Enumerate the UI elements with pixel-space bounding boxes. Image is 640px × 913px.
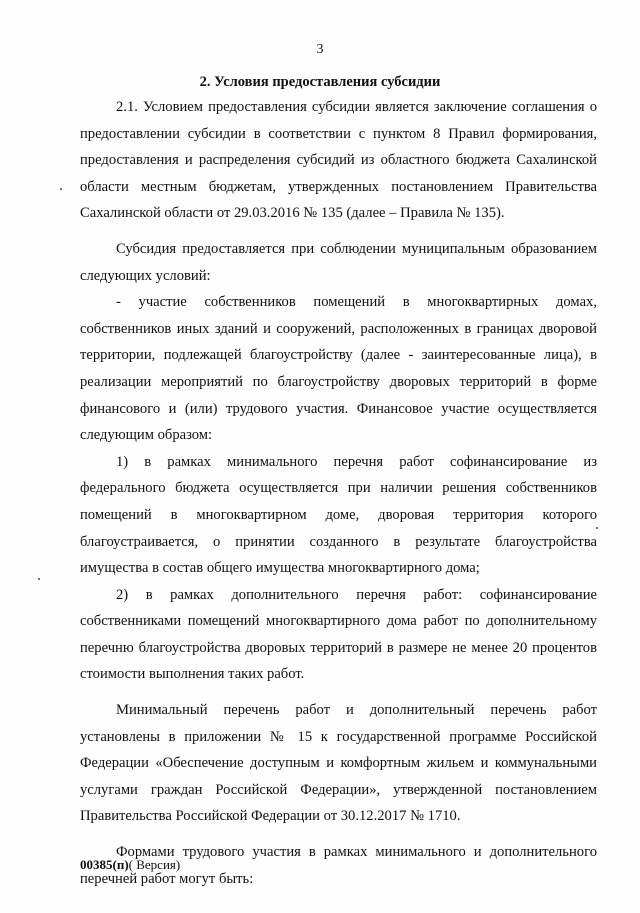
document-body: [80, 94, 597, 892]
paragraph-labor-forms: Формами трудового участия в рамках минимального и дополнительного перечней работ могут быть:: [80, 844, 597, 887]
paragraph-participation: - участие собственников помещений в многоквартирных домах, собственников иных зданий и сооружений, расположенных в границах дворовой территории, подлежащей благоустройству (далее - заинтересованные лица), в реализации мероприятий по благоустройству дворовых территорий в форме финансового и (или) трудового участия. Финансовое участие осуществляется следующим образом:: [80, 294, 597, 444]
document-code: 00385(п): [80, 857, 129, 872]
page-number: 3: [316, 42, 324, 57]
scan-speck: [60, 188, 62, 190]
scan-speck: [38, 578, 40, 580]
section-heading: 2. Условия предоставления субсидии: [199, 74, 441, 90]
paragraph-item-2: 2) в рамках дополнительного перечня работ: софинансирование собственниками помещений многоквартирного дома работ по дополнительному перечню благоустройства дворовых территорий в размере не менее 20 процентов стоимости выполнения таких работ.: [80, 586, 597, 683]
document-footer: [80, 857, 180, 873]
paragraph-2-1: 2.1. Условием предоставления субсидии является заключение соглашения о предоставлении субсидии в соответствии с пунктом 8 Правил формирования, предоставления и распределения субсидий из областного бюджета Сахалинской области местным бюджетам, утвержденных постановлением Правительства Сахалинской области от 29.03.2016 № 135 (далее – Правила № 135).: [80, 99, 597, 222]
paragraph-conditions-intro: Субсидия предоставляется при соблюдении муниципальным образованием следующих условий:: [80, 240, 597, 284]
document-version: ( Версия): [128, 857, 181, 872]
paragraph-work-lists: Минимальный перечень работ и дополнительный перечень работ установлены в приложении № 15 к государственной программе Российской Федерации «Обеспечение доступным и комфортным жильем и коммунальными услугами граждан Российской Федерации», утвержденной постановлением Правительства Российской Федерации от 30.12.2017 № 1710.: [80, 702, 597, 825]
scan-speck: [596, 527, 598, 529]
paragraph-item-1: 1) в рамках минимального перечня работ софинансирование из федерального бюджета осуществляется при наличии решения собственников помещений в многоквартирном доме, дворовая территория которого благоустраивается, о принятии созданного в результате благоустройства имущества в состав общего имущества многоквартирного дома;: [80, 453, 597, 577]
